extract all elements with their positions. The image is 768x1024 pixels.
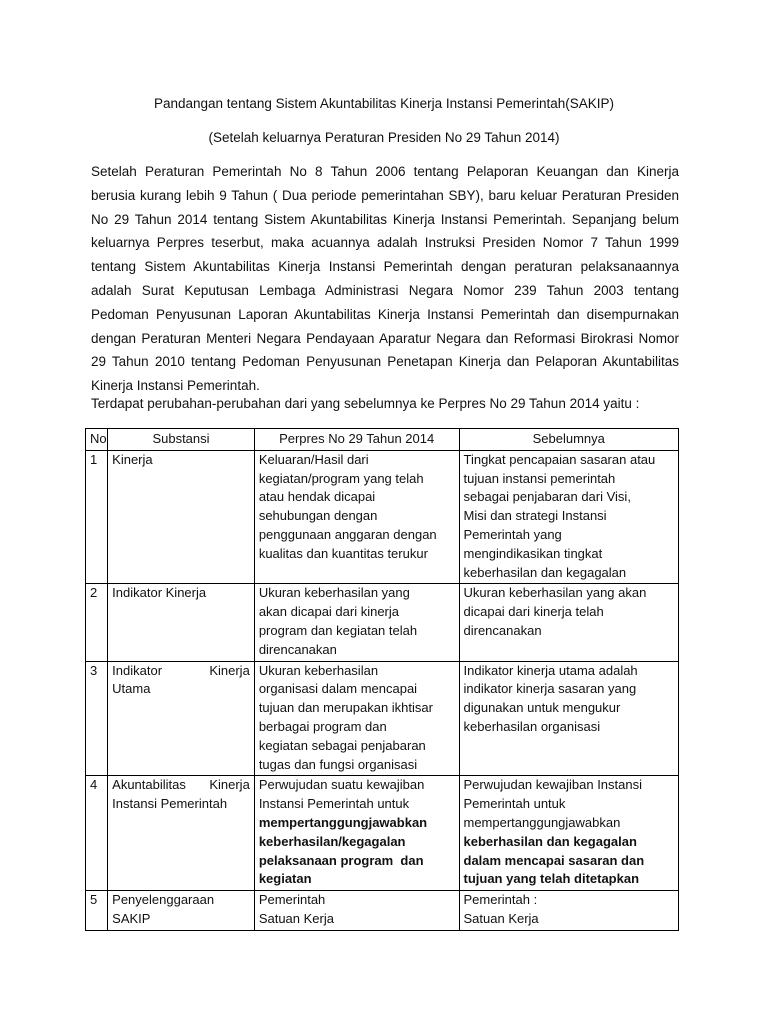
comparison-table — [85, 428, 679, 931]
cell-line: Perwujudan suatu kewajiban — [258, 777, 425, 793]
table-row — [86, 776, 679, 891]
cell-line: Indikator kinerja utama adalah — [463, 662, 638, 678]
cell-line: mempertanggungjawabkan — [463, 814, 621, 830]
cell-line: Ukuran keberhasilan yang akan — [463, 585, 647, 601]
cell-line: Pemerintah yang — [463, 526, 562, 542]
cell-line: tujuan instansi pemerintah — [463, 470, 616, 486]
cell-line: atau hendak dicapai — [258, 489, 376, 505]
cell-perpres — [254, 661, 459, 776]
cell-line: sehubungan dengan — [258, 508, 378, 524]
cell-sebelumnya — [459, 450, 679, 584]
cell-line: direncanakan — [258, 641, 337, 657]
paragraph-line: Setelah Peraturan Pemerintah No 8 Tahun 2006 tentang Pelaporan Keuangan dan Kinerja — [91, 164, 679, 179]
paragraph-line: No 29 Tahun 2014 tentang Sistem Akuntabilitas Kinerja Instansi Pemerintah. Sepanjang belum — [91, 211, 679, 227]
paragraph-line: 29 Tahun 2010 tentang Pedoman Penyusunan Penetapan Kinerja dan Pelaporan Akuntabilitas — [91, 354, 679, 370]
table-row — [86, 584, 679, 661]
cell-substansi — [108, 891, 255, 931]
cell-line: dalam mencapai sasaran dan — [463, 852, 645, 868]
paragraph-line: dengan Peraturan Menteri Negara Pendayaan Aparatur Negara dan Reformasi Birokrasi Nomor — [91, 330, 679, 346]
cell-line: keberhasilan dan kegagalan — [463, 833, 637, 849]
cell-perpres — [254, 584, 459, 661]
cell-line: dicapai dari kinerja telah — [463, 604, 604, 620]
cell-line: penggunaan anggaran dengan — [258, 526, 437, 542]
table-row — [86, 891, 679, 931]
paragraph-line: keluarnya Perpres teserbut, maka acuannya adalah Instruksi Presiden Nomor 7 Tahun 1999 — [91, 235, 679, 251]
substansi-line: Indikator Kinerja — [112, 662, 250, 678]
cell-line: kegiatan sebagai penjabaran — [258, 737, 426, 753]
paragraph-line: adalah Surat Keputusan Lembaga Administrasi Negara Nomor 239 Tahun 2003 tentang — [91, 282, 679, 298]
cell-line: Ukuran keberhasilan — [258, 662, 379, 678]
cell-line: direncanakan — [463, 622, 542, 638]
cell-line: kualitas dan kuantitas terukur — [258, 545, 428, 561]
cell-line: pelaksanaan program dan — [258, 852, 424, 868]
cell-line: Misi dan strategi Instansi — [463, 508, 607, 524]
substansi-line: Penyelenggaraan — [112, 892, 215, 908]
cell-line: Perwujudan kewajiban Instansi — [463, 777, 642, 793]
substansi-line: Akuntabilitas Kinerja — [112, 777, 250, 793]
paragraph-line: Kinerja Instansi Pemerintah. — [91, 378, 260, 394]
header-perpres: Perpres No 29 Tahun 2014 — [254, 429, 459, 451]
cell-line: organisasi dalam mencapai — [258, 681, 418, 697]
cell-sebelumnya — [459, 584, 679, 661]
cell-line: kegiatan/program yang telah — [258, 470, 424, 486]
cell-sebelumnya — [459, 776, 679, 891]
cell-substansi — [108, 450, 255, 584]
cell-line: Pemerintah — [258, 892, 326, 908]
cell-line: Instansi Pemerintah untuk — [258, 796, 410, 812]
cell-perpres — [254, 891, 459, 931]
body-paragraph — [91, 160, 679, 398]
cell-line: tugas dan fungsi organisasi — [258, 756, 418, 772]
cell-line: keberhasilan/kegagalan — [258, 833, 406, 849]
cell-line: tujuan yang telah ditetapkan — [463, 871, 640, 887]
table-row — [86, 661, 679, 776]
cell-substansi — [108, 661, 255, 776]
cell-line: Keluaran/Hasil dari — [258, 451, 369, 467]
cell-no: 5 — [86, 891, 108, 931]
substansi-line: Kinerja — [112, 451, 153, 467]
cell-perpres — [254, 776, 459, 891]
header-no: No — [86, 429, 108, 451]
paragraph-line: tentang Sistem Akuntabilitas Kinerja Instansi Pemerintah dengan peraturan pelaksanaannya — [91, 259, 679, 275]
paragraph-text — [91, 160, 679, 398]
cell-line: Pemerintah untuk — [463, 796, 566, 812]
table-row — [86, 450, 679, 584]
paragraph-line: Pedoman Penyusunan Laporan Akuntabilitas Kinerja Instansi Pemerintah dan disempurnakan — [91, 306, 679, 322]
document-title: Pandangan tentang Sistem Akuntabilitas Kinerja Instansi Pemerintah(SAKIP) — [153, 96, 614, 111]
substansi-line: SAKIP — [112, 910, 151, 926]
header-substansi: Substansi — [108, 429, 255, 451]
cell-line: digunakan untuk mengukur — [463, 700, 621, 716]
cell-line: akan dicapai dari kinerja — [258, 604, 400, 620]
cell-substansi — [108, 776, 255, 891]
cell-sebelumnya — [459, 661, 679, 776]
header-sebelumnya: Sebelumnya — [459, 429, 679, 451]
table-header-row — [86, 429, 679, 451]
cell-no: 4 — [86, 776, 108, 891]
cell-line: keberhasilan dan kegagalan — [463, 564, 627, 580]
cell-no: 3 — [86, 661, 108, 776]
cell-line: Satuan Kerja — [463, 910, 539, 926]
cell-no: 1 — [86, 450, 108, 584]
substansi-line: Utama — [112, 681, 151, 697]
cell-line: Ukuran keberhasilan yang — [258, 585, 410, 601]
cell-line: berbagai program dan — [258, 718, 387, 734]
cell-line: mempertanggungjawabkan — [258, 814, 428, 830]
cell-line: sebagai penjabaran dari Visi, — [463, 489, 631, 505]
intro-sentence: Terdapat perubahan-perubahan dari yang sebelumnya ke Perpres No 29 Tahun 2014 yaitu : — [91, 396, 640, 411]
cell-line: Pemerintah : — [463, 892, 538, 908]
cell-line: Tingkat pencapaian sasaran atau — [463, 451, 656, 467]
cell-sebelumnya — [459, 891, 679, 931]
substansi-line: Indikator Kinerja — [112, 585, 207, 601]
cell-perpres — [254, 450, 459, 584]
cell-line: Satuan Kerja — [258, 910, 334, 926]
cell-line: kegiatan — [258, 871, 312, 887]
substansi-line: Instansi Pemerintah — [112, 796, 228, 812]
paragraph-line: berusia kurang lebih 9 Tahun ( Dua periode pemerintahan SBY), baru keluar Peraturan Presiden — [91, 187, 679, 203]
cell-line: tujuan dan merupakan ikhtisar — [258, 700, 433, 716]
cell-line: program dan kegiatan telah — [258, 622, 418, 638]
cell-line: indikator kinerja sasaran yang — [463, 681, 637, 697]
document-subtitle: (Setelah keluarnya Peraturan Presiden No 29 Tahun 2014) — [208, 130, 560, 145]
cell-substansi — [108, 584, 255, 661]
cell-line: keberhasilan organisasi — [463, 718, 601, 734]
cell-no: 2 — [86, 584, 108, 661]
cell-line: mengindikasikan tingkat — [463, 545, 603, 561]
